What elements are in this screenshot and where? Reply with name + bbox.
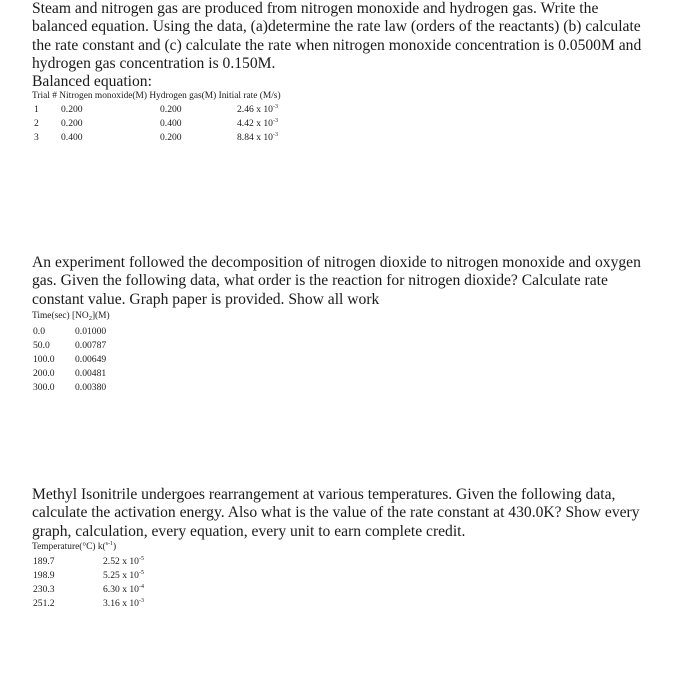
table-header: Trial # Nitrogen monoxide(M) Hydrogen gas(M) Initial rate (M/s)	[32, 91, 281, 101]
time-cell: 50.0	[33, 340, 50, 351]
question-2-line: An experiment followed the decomposition of nitrogen dioxide to nitrogen monoxide and oxygen	[32, 254, 641, 271]
question-1-line: the rate constant and (c) calculate the rate when nitrogen monoxide concentration is 0.0500M and	[32, 36, 642, 54]
initial-rate-cell: 8.84 x $10^{-3}$	[237, 132, 278, 143]
time-column-header: Time(sec)	[32, 311, 70, 321]
question-2-text	[32, 254, 672, 309]
rate-constant-cell: 2.52 x $10^{-5}$	[103, 556, 144, 567]
temperature-cell: 189.7	[33, 556, 55, 567]
table-row	[32, 339, 110, 353]
no-concentration-cell: 0.400	[61, 132, 83, 143]
time-cell: 0.0	[33, 326, 45, 337]
question-1-line: Steam and nitrogen gas are produced from nitrogen monoxide and hydrogen gas. Write the	[32, 0, 599, 17]
question-1-line: balanced equation. Using the data, (a)determine the rate law (orders of the reactants) (b) calculate	[32, 18, 641, 36]
rate-constant-cell: 5.25 x $10^{-5}$	[103, 570, 144, 581]
h2-concentration-cell: 0.200	[160, 132, 182, 143]
table-row	[32, 353, 110, 367]
table-row	[32, 367, 110, 381]
table-row	[32, 583, 144, 597]
h2-concentration-cell: 0.400	[160, 118, 182, 129]
temperature-column-header: Temperature(°C)	[32, 542, 96, 552]
h2-concentration-cell: 0.200	[160, 104, 182, 115]
question-3-text	[32, 486, 672, 541]
temperature-rate-table	[32, 540, 144, 611]
time-cell: 300.0	[33, 382, 55, 393]
table-row	[32, 103, 281, 117]
table-row	[32, 597, 144, 611]
concentration-cell: 0.00380	[75, 382, 107, 393]
question-3-line: graph, calculation, every equation, every unit to earn complete credit.	[32, 522, 466, 540]
trial-cell: 1	[34, 104, 39, 115]
no-concentration-cell: 0.200	[61, 104, 83, 115]
temperature-cell: 198.9	[33, 570, 55, 581]
temperature-cell: 251.2	[33, 598, 55, 609]
trial-cell: 2	[34, 118, 39, 129]
temperature-cell: 230.3	[33, 584, 55, 595]
rate-data-table	[32, 89, 281, 145]
table-header	[32, 309, 110, 323]
initial-rate-cell: 2.46 x $10^{-3}$	[237, 104, 278, 115]
time-cell: 100.0	[33, 354, 55, 365]
rate-constant-cell: 3.16 x $10^{-3}$	[103, 598, 144, 609]
rate-constant-cell: 6.30 x $10^{-4}$	[103, 584, 144, 595]
table-row	[32, 555, 144, 569]
table-row	[32, 325, 110, 339]
no-concentration-cell: 0.200	[61, 118, 83, 129]
question-1-text	[32, 0, 672, 74]
question-1-line: hydrogen gas concentration is 0.150M.	[32, 55, 276, 73]
table-header	[32, 540, 116, 554]
table-row	[32, 569, 144, 583]
table-row	[32, 117, 281, 131]
trial-cell: 3	[34, 132, 39, 143]
question-3-line: Methyl Isonitrile undergoes rearrangement at various temperatures. Given the following data,	[32, 486, 616, 503]
question-2-line: gas. Given the following data, what order is the reaction for nitrogen dioxide? Calculate rate	[32, 272, 608, 290]
time-cell: 200.0	[33, 368, 55, 379]
question-3-line: calculate the activation energy. Also what is the value of the rate constant at 430.0K? Show every	[32, 504, 640, 522]
concentration-column-header: $[NO_2](M)$	[72, 311, 110, 322]
question-2-line: constant value. Graph paper is provided. Show all work	[32, 290, 380, 308]
concentration-cell: 0.00481	[75, 368, 107, 379]
initial-rate-cell: 4.42 x $10^{-3}$	[237, 118, 278, 129]
concentration-cell: 0.00649	[75, 354, 107, 365]
balanced-equation-label: Balanced equation:	[32, 73, 152, 90]
rate-constant-column-header: k($^{s-1}$)	[97, 541, 117, 552]
table-row	[32, 131, 281, 145]
concentration-cell: 0.00787	[75, 340, 107, 351]
table-row	[32, 381, 110, 395]
concentration-cell: 0.01000	[75, 326, 107, 337]
decomposition-data-table	[32, 309, 110, 395]
